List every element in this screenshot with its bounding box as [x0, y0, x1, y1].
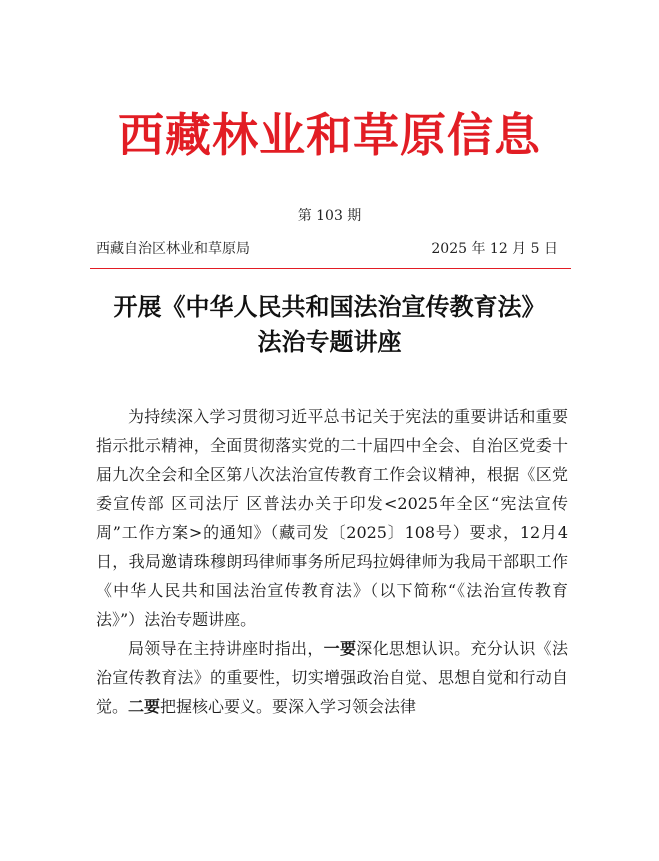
paragraph-2 [96, 634, 568, 721]
article-title-line1: 开展《中华人民共和国法治宣传教育法》 [113, 293, 546, 321]
publish-date: 2025 年 12 月 5 日 [431, 241, 558, 257]
article-title-line2: 法治专题讲座 [257, 328, 402, 356]
meta-row [96, 240, 558, 258]
paragraph-1: 为持续深入学习贯彻习近平总书记关于宪法的重要讲话和重要指示批示精神，全面贯彻落实党的二十届四中全会、自治区党委十届九次全会和全区第八次法治宣传教育工作会议精神，根据《区党委宣传部 区司法厅 区普法办关于印发<2025年全区“宪法宣传周”工作方案>的通知》（藏司发〔2025〕108号）要求，12月4日，我局邀请珠穆朗玛律师事务所尼玛拉姆律师为我局干部职工作《中华人民共和国法治宣传教育法》（以下简称“《法治宣传教育法》”）法治专题讲座。 [96, 407, 568, 629]
paragraph-2-text-c: 把握核心要义。要深入学习领会法律 [160, 697, 417, 716]
paragraph-2-text-b: 深化思想认识。充分认识《法治宣传教育法》的重要性，切实增强政治自觉、思想自觉和行动自觉。 [96, 639, 568, 716]
paragraph-2-emphasis-2: 二要 [128, 697, 161, 716]
article-body [96, 402, 568, 721]
article-title [60, 290, 599, 360]
issue-number: 第 103 期 [297, 208, 362, 224]
masthead-title: 西藏林业和草原信息 [118, 108, 541, 162]
publisher-name: 西藏自治区林业和草原局 [96, 241, 250, 257]
paragraph-2-emphasis-1: 一要 [323, 639, 357, 658]
paragraph-2-text-a: 局领导在主持讲座时指出， [128, 639, 324, 658]
header-divider [90, 268, 571, 269]
